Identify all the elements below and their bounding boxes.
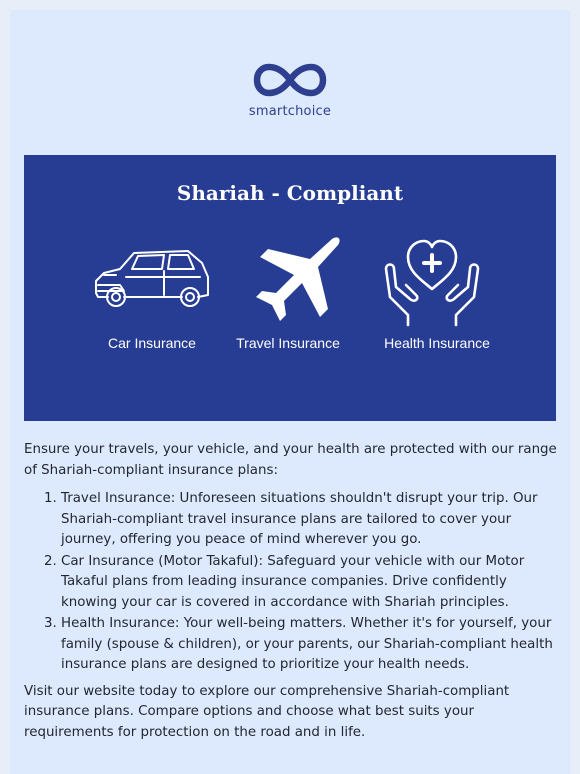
infinity-logo-icon [253, 62, 327, 98]
car-insurance-label: Car Insurance [108, 335, 196, 351]
airplane-icon [244, 233, 344, 329]
intro-text: Ensure your travels, your vehicle, and your health are protected with our range of Shariah-compliant insurance plans: [24, 442, 557, 478]
body-content [24, 440, 558, 743]
outro-text: Visit our website today to explore our comprehensive Shariah-compliant insurance plans. Compare options and choose what best suits your requirements for protection on the road and in life. [24, 683, 510, 740]
email-card [10, 10, 570, 774]
logo-text: smartchoice [248, 104, 332, 119]
shariah-banner[interactable] [24, 155, 556, 421]
list-item-health: 3. Health Insurance: Your well-being matters. Whether it's for yourself, your family (spouse & children), or your parents, our Shariah-compliant health insurance plans are designed to prioritize your health needs. [61, 614, 558, 676]
hands-heart-icon [380, 235, 484, 327]
travel-insurance-label: Travel Insurance [236, 335, 340, 351]
logo[interactable] [10, 62, 570, 119]
insurance-list [24, 489, 558, 676]
list-item-travel: 1. Travel Insurance: Unforeseen situations shouldn't disrupt your trip. Our Shariah-compliant travel insurance plans are tailored to cover your journey, offering you peace of mind wherever you go. [61, 489, 558, 551]
car-icon [90, 243, 214, 315]
list-item-car: 2. Car Insurance (Motor Takaful): Safeguard your vehicle with our Motor Takaful plans from leading insurance companies. Drive confidently knowing your car is covered in accordance with Shariah principles. [61, 552, 558, 614]
banner-title: Shariah - Compliant [176, 181, 404, 205]
health-insurance-label: Health Insurance [384, 335, 490, 351]
